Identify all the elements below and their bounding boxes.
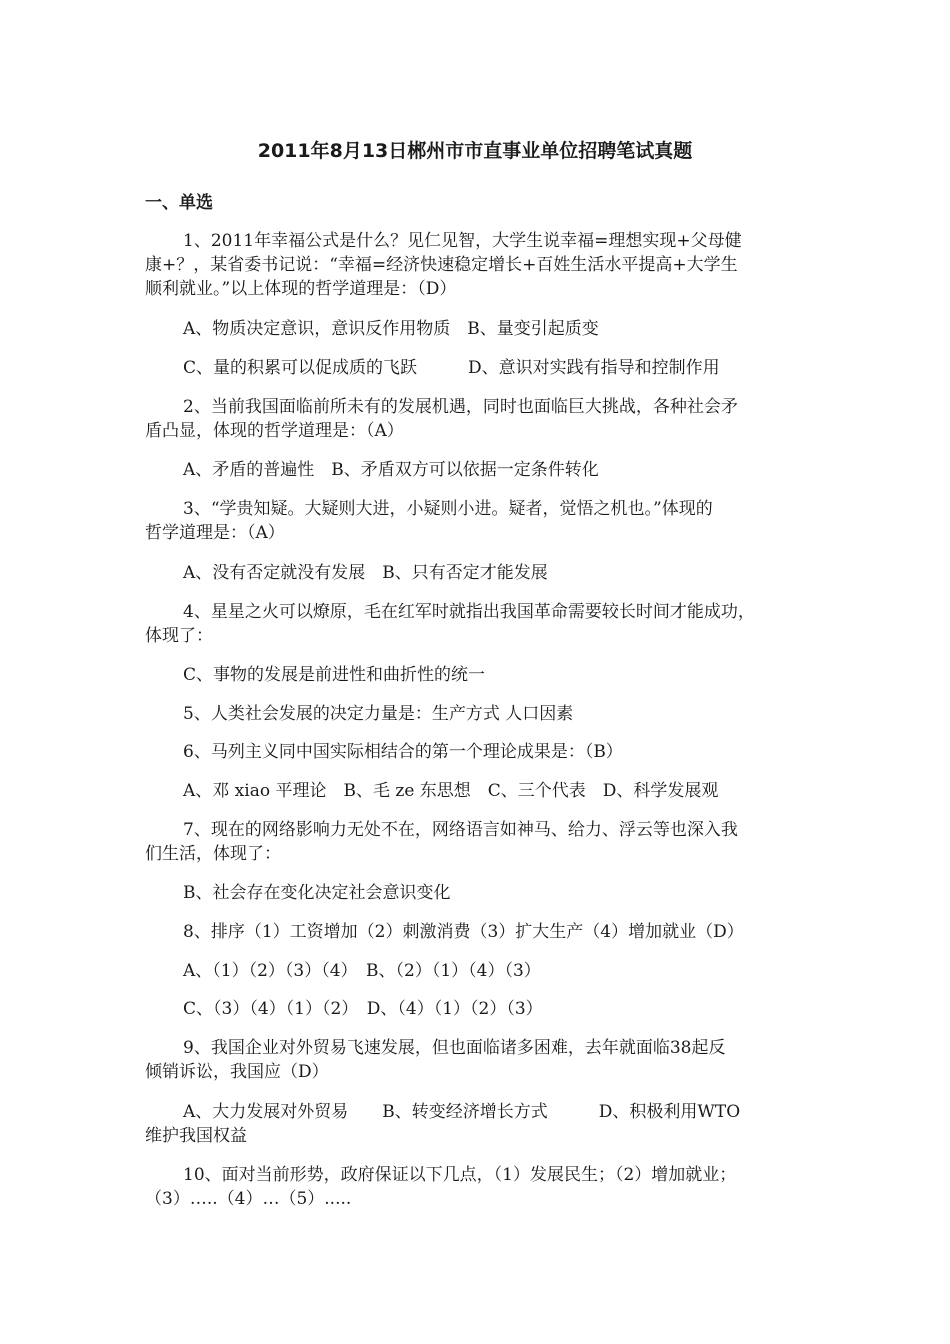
q1-line-2: 康+？，某省委书记说：“幸福=经济快速稳定增长+百姓生活水平提高+大学生 bbox=[145, 255, 738, 275]
section-heading: 一、单选 bbox=[145, 193, 213, 213]
q1-line-1: 1、2011年幸福公式是什么？见仁见智，大学生说幸福=理想实现+父母健 bbox=[183, 231, 742, 251]
q6-line: 6、马列主义同中国实际相结合的第一个理论成果是：（B） bbox=[183, 742, 623, 762]
q7-answer: B、社会存在变化决定社会意识变化 bbox=[183, 883, 451, 903]
q8-options-ab: A、（1）（2）（3）（4） B、（2）（1）（4）（3） bbox=[183, 961, 541, 981]
q9-options-cont: 维护我国权益 bbox=[145, 1126, 247, 1146]
q4-line-1: 4、星星之火可以燎原，毛在红军时就指出我国革命需要较长时间才能成功， bbox=[183, 602, 755, 622]
document-title: 2011年8月13日郴州市市直事业单位招聘笔试真题 bbox=[257, 140, 693, 162]
q9-options: A、大力发展对外贸易 B、转变经济增长方式 D、积极利用WTO bbox=[183, 1102, 741, 1122]
q2-line-2: 盾凸显，体现的哲学道理是：（A） bbox=[145, 421, 404, 441]
q9-line-2: 倾销诉讼，我国应（D） bbox=[145, 1062, 329, 1082]
q4-answer: C、事物的发展是前进性和曲折性的统一 bbox=[183, 665, 486, 685]
q8-line: 8、排序（1）工资增加（2）刺激消费（3）扩大生产（4）增加就业（D） bbox=[183, 922, 744, 942]
q3-line-1: 3、“学贵知疑。大疑则大进，小疑则小进。疑者，觉悟之机也。”体现的 bbox=[183, 499, 713, 519]
q2-options: A、矛盾的普遍性 B、矛盾双方可以依据一定条件转化 bbox=[183, 460, 599, 480]
q3-options: A、没有否定就没有发展 B、只有否定才能发展 bbox=[183, 563, 548, 583]
q9-line-1: 9、我国企业对外贸易飞速发展，但也面临诸多困难，去年就面临38起反 bbox=[183, 1038, 726, 1058]
q1-line-3: 顺利就业。”以上体现的哲学道理是：（D） bbox=[145, 279, 457, 299]
q7-line-1: 7、现在的网络影响力无处不在，网络语言如神马、给力、浮云等也深入我 bbox=[183, 820, 738, 840]
q10-line-2: （3）…..（4）…（5）..... bbox=[145, 1189, 352, 1209]
q7-line-2: 们生活，体现了： bbox=[145, 844, 281, 864]
q6-options: A、邓 xiao 平理论 B、毛 ze 东思想 C、三个代表 D、科学发展观 bbox=[183, 781, 719, 801]
q1-options-ab: A、物质决定意识，意识反作用物质 B、量变引起质变 bbox=[183, 319, 599, 339]
q8-options-cd: C、（3）（4）（1）（2） D、（4）（1）（2）（3） bbox=[183, 999, 543, 1019]
q10-line-1: 10、面对当前形势，政府保证以下几点，（1）发展民生；（2）增加就业； bbox=[183, 1165, 737, 1185]
q4-line-2: 体现了： bbox=[145, 626, 213, 646]
q2-line-1: 2、当前我国面临前所未有的发展机遇，同时也面临巨大挑战，各种社会矛 bbox=[183, 397, 738, 417]
q1-options-cd: C、量的积累可以促成质的飞跃 D、意识对实践有指导和控制作用 bbox=[183, 358, 720, 378]
q5-line: 5、人类社会发展的决定力量是：生产方式 人口因素 bbox=[183, 704, 574, 724]
q3-line-2: 哲学道理是：（A） bbox=[145, 523, 285, 543]
